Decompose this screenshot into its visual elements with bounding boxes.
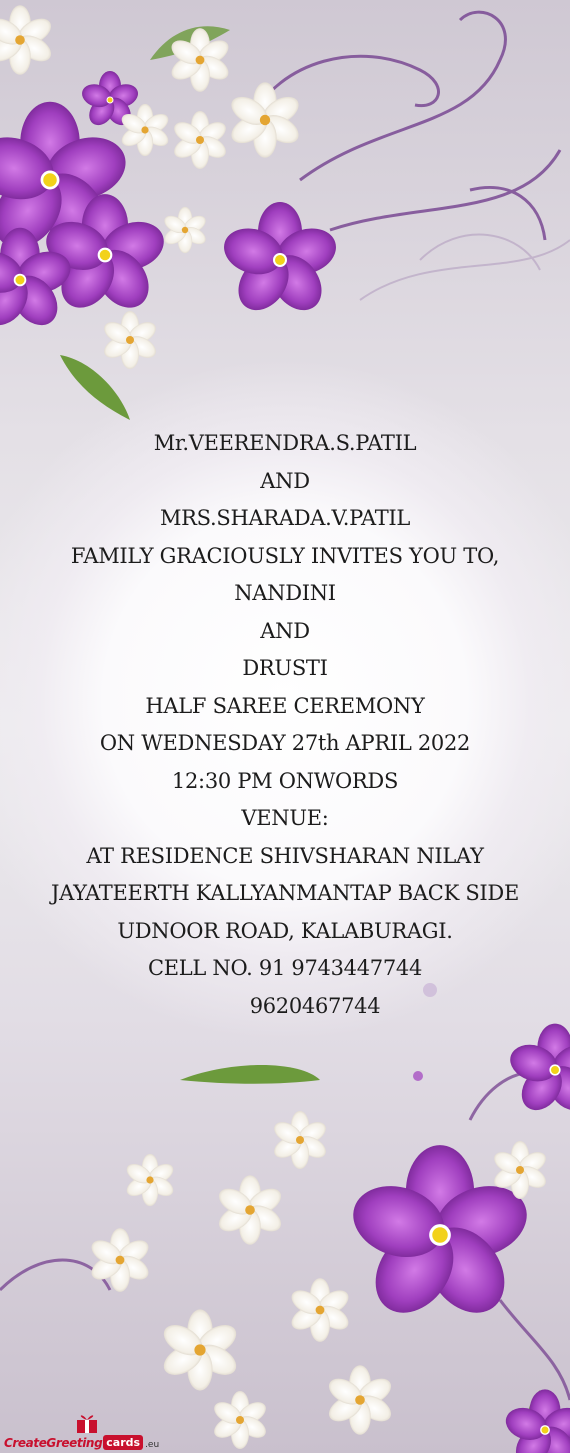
phone-second-row	[0, 988, 570, 1026]
brand-name: CreateGreeting	[4, 1436, 103, 1450]
brand-cards: cards	[103, 1435, 143, 1450]
gift-icon	[74, 1412, 100, 1434]
phone-second: 9620467744	[249, 993, 381, 1018]
venue-line-2: JAYATEERTH KALLYANMANTAP BACK SIDE	[51, 881, 519, 905]
invitation-text	[0, 425, 570, 1025]
event-title: HALF SAREE CEREMONY	[145, 693, 425, 718]
and-line-2: AND	[260, 618, 310, 643]
event-time: 12:30 PM ONWORDS	[171, 768, 399, 793]
brand-tld: .eu	[145, 1440, 160, 1450]
event-date: ON WEDNESDAY 27th APRIL 2022	[99, 731, 471, 755]
invite-line: FAMILY GRACIOUSLY INVITES YOU TO,	[70, 543, 500, 568]
venue-line-1: AT RESIDENCE SHIVSHARAN NILAY	[86, 843, 484, 868]
venue-label: VENUE:	[241, 806, 329, 830]
brand-watermark[interactable]	[4, 1410, 160, 1450]
phone-line: CELL NO. 91 9743447744	[147, 956, 423, 980]
host-name-2: MRS.SHARADA.V.PATIL	[159, 506, 411, 530]
honoree-2: DRUSTI	[242, 656, 328, 680]
host-name-1: Mr.VEERENDRA.S.PATIL	[153, 431, 417, 455]
and-line-1: AND	[260, 468, 310, 493]
venue-line-3: UDNOOR ROAD, KALABURAGI.	[117, 918, 453, 943]
honoree-1: NANDINI	[234, 581, 336, 605]
